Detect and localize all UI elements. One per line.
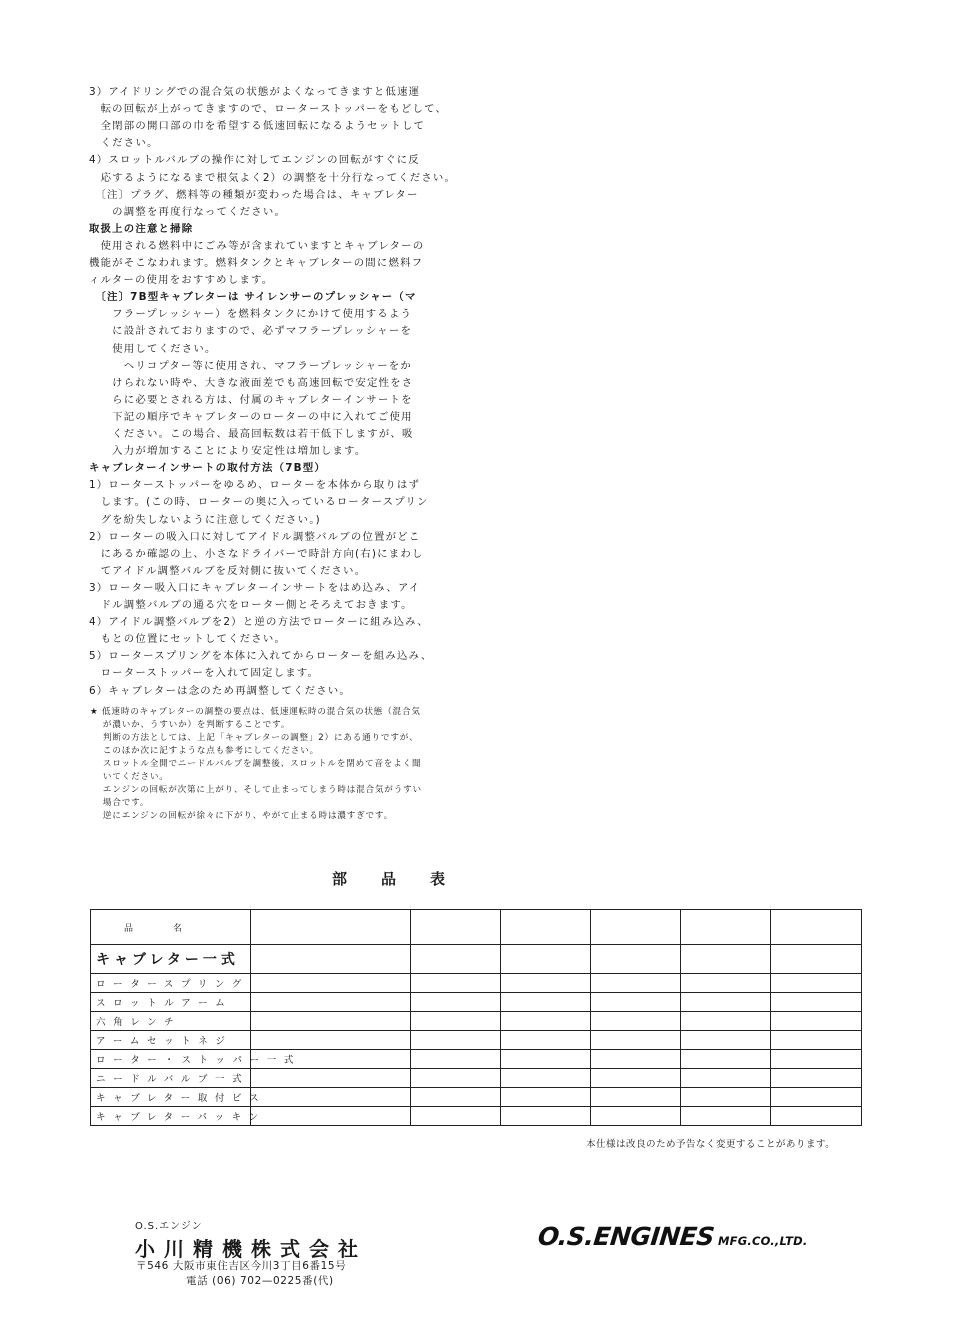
spec-change-note: 本仕様は改良のため予告なく変更することがあります。 [586, 1139, 836, 1150]
empty-cell [501, 945, 591, 974]
instruction-line: グを紛失しないように注意してください。) [89, 513, 321, 526]
empty-cell [591, 1031, 681, 1050]
instruction-line: 4）スロットルバルブの操作に対してエンジンの回転がすぐに反 [89, 154, 420, 167]
empty-cell [591, 1107, 681, 1126]
empty-cell [411, 993, 501, 1012]
empty-cell [771, 945, 862, 974]
empty-cell [681, 1069, 771, 1088]
empty-cell [251, 1031, 411, 1050]
note-line: ★ 低速時のキャブレターの調整の要点は、低速運転時の混合気の状態（混合気 [90, 707, 421, 717]
empty-cell [681, 1107, 771, 1126]
instruction-line: ドル調整バルブの通る穴をローター側とそろえておきます。 [89, 599, 413, 611]
empty-cell [771, 1050, 862, 1069]
company-tel: 電話 (06) 702—0225番(代) [186, 1275, 334, 1287]
instruction-line: 使用してください。 [89, 342, 217, 355]
instruction-line: らに必要とされる方は、付属のキャブレターインサートを [89, 393, 413, 406]
instruction-line: 応するようになるまで根気よく2）の調整を十分行なってください。 [89, 171, 457, 184]
instruction-line: 入力が増加することにより安定性は増加します。 [89, 445, 367, 458]
table-row [91, 1012, 862, 1031]
part-name-cell: キャブレター一式 [91, 945, 251, 974]
instruction-line: 5）ロータースプリングを本体に入れてからローターを組み込み、 [89, 650, 433, 663]
company-name: 小川精機株式会社 [135, 1237, 367, 1261]
table-row [91, 974, 862, 993]
empty-cell [681, 910, 771, 945]
table-row [91, 1031, 862, 1050]
empty-cell [591, 1050, 681, 1069]
instruction-line: 〔注〕プラグ、燃料等の種類が変わった場合は、キャブレター [89, 188, 419, 201]
instruction-line: ローターストッパーを入れて固定します。 [89, 667, 320, 680]
empty-cell [411, 910, 501, 945]
instruction-line: します。(この時、ローターの奥に入っているロータースプリン [89, 496, 429, 509]
section-heading: キャブレターインサートの取付方法（7B型） [89, 462, 326, 475]
note-line: 逆にエンジンの回転が徐々に下がり、やがて止まる時は濃すぎです。 [90, 811, 394, 821]
parts-table [90, 909, 862, 1126]
note-line: エンジンの回転が次第に上がり、そして止まってしまう時は混合気がうすい [90, 785, 422, 795]
empty-cell [681, 974, 771, 993]
part-name-cell: ローター・ストッパー一式 [91, 1050, 251, 1069]
instruction-line: にあるか確認の上、小さなドライバーで時計方向(右)にまわし [89, 547, 424, 560]
part-name-cell: ニードルバルブ一式 [91, 1069, 251, 1088]
empty-cell [681, 1088, 771, 1107]
section-heading: 〔注〕7B型キャブレターは サイレンサーのプレッシャー（マ [89, 291, 417, 304]
part-name-cell: 六角レンチ [91, 1012, 251, 1031]
instruction-line: 1）ローターストッパーをゆるめ、ローターを本体から取りはず [89, 479, 421, 492]
empty-cell [501, 1031, 591, 1050]
empty-cell [591, 993, 681, 1012]
empty-cell [681, 945, 771, 974]
empty-cell [411, 974, 501, 993]
part-name-cell: キャブレターパッキン [91, 1107, 251, 1126]
parts-table-title: 部品表 [332, 870, 480, 888]
empty-cell [771, 1107, 862, 1126]
empty-cell [411, 1031, 501, 1050]
empty-cell [501, 993, 591, 1012]
instruction-line: の調整を再度行なってください。 [89, 205, 287, 218]
empty-cell [251, 974, 411, 993]
empty-cell [771, 1031, 862, 1050]
empty-cell [501, 910, 591, 945]
empty-cell [251, 910, 411, 945]
os-engines-logo [538, 1222, 807, 1251]
empty-cell [251, 1012, 411, 1031]
empty-cell [771, 974, 862, 993]
instruction-line: 4）アイドル調整バルブを2）と逆の方法でローターに組み込み、 [89, 616, 429, 629]
empty-cell [501, 1088, 591, 1107]
empty-cell [771, 1069, 862, 1088]
empty-cell [501, 1107, 591, 1126]
empty-cell [681, 1031, 771, 1050]
empty-cell [591, 910, 681, 945]
instruction-line: 転の回転が上がってきますので、ローターストッパーをもどして、 [89, 103, 448, 116]
empty-cell [501, 974, 591, 993]
table-row [91, 1050, 862, 1069]
instruction-line: に設計されておりますので、必ずマフラープレッシャーを [89, 325, 413, 338]
instruction-line: 3）アイドリングでの混合気の状態がよくなってきますと低速運 [89, 86, 421, 98]
note-line: 場合です。 [90, 798, 150, 808]
table-row [91, 1069, 862, 1088]
table-row [91, 945, 862, 974]
part-name-cell: 品名 [91, 910, 251, 945]
empty-cell [251, 993, 411, 1012]
instruction-line: ください。この場合、最高回転数は若干低下しますが、吸 [89, 428, 414, 440]
instruction-line: けられない時や、大きな液面差でも高速回転で安定性をさ [89, 376, 414, 389]
empty-cell [411, 945, 501, 974]
empty-cell [411, 1088, 501, 1107]
instruction-line: 3）ローター吸入口にキャブレターインサートをはめ込み、アイ [89, 581, 421, 594]
instruction-line: もとの位置にセットしてください。 [89, 633, 287, 646]
part-name-cell: アームセットネジ [91, 1031, 251, 1050]
company-name-small: O.S.エンジン [135, 1221, 203, 1232]
instruction-line: てアイドル調整バルブを反対側に抜いてください。 [89, 564, 367, 577]
table-row [91, 1088, 862, 1107]
empty-cell [251, 1088, 411, 1107]
note-line: 判断の方法としては、上記「キャブレターの調整」2）にある通りですが、 [90, 733, 419, 743]
empty-cell [771, 993, 862, 1012]
part-name-cell: ロータースプリング [91, 974, 251, 993]
empty-cell [771, 1012, 862, 1031]
note-line: が濃いか、うすいか）を判断することです。 [90, 720, 291, 730]
instruction-line: ください。 [89, 137, 159, 150]
empty-cell [771, 1088, 862, 1107]
instruction-line: ヘリコプター等に使用され、マフラープレッシャーをか [89, 359, 412, 372]
instruction-line: 下記の順序でキャブレターのローターの中に入れてご使用 [89, 410, 413, 423]
note-line: このほか次に記すような点も参考にしてください。 [90, 746, 319, 756]
empty-cell [411, 1050, 501, 1069]
empty-cell [251, 1069, 411, 1088]
empty-cell [501, 1012, 591, 1031]
empty-cell [591, 1069, 681, 1088]
table-row [91, 993, 862, 1012]
table-header-row [91, 910, 862, 945]
logo-sub-text: MFG.CO.,LTD. [718, 1234, 808, 1248]
empty-cell [251, 945, 411, 974]
table-row [91, 1107, 862, 1126]
part-name-cell: スロットルアーム [91, 993, 251, 1012]
instruction-line: フラープレッシャー）を燃料タンクにかけて使用するよう [89, 308, 413, 321]
empty-cell [411, 1012, 501, 1031]
instruction-line: 6）キャブレターは念のため再調整してください。 [89, 684, 351, 697]
empty-cell [501, 1069, 591, 1088]
company-address: 〒546 大阪市東住吉区今川3丁目6番15号 [136, 1260, 347, 1272]
empty-cell [591, 974, 681, 993]
empty-cell [411, 1107, 501, 1126]
empty-cell [591, 1012, 681, 1031]
note-line: いてください。 [90, 772, 169, 782]
note-line: スロットル全開でニードルバルブを調整後、スロットルを閉めて音をよく聞 [90, 759, 422, 769]
instruction-line: ィルターの使用をおすすめします。 [89, 274, 274, 287]
instruction-line: 2）ローターの吸入口に対してアイドル調整バルブの位置がどこ [89, 530, 421, 543]
empty-cell [251, 1107, 411, 1126]
part-name-cell: キャブレター取付ビス [91, 1088, 251, 1107]
empty-cell [681, 1012, 771, 1031]
section-heading: 取扱上の注意と掃除 [89, 222, 194, 235]
empty-cell [591, 945, 681, 974]
empty-cell [591, 1088, 681, 1107]
instruction-line: 全閉部の開口部の巾を希望する低速回転になるようセットして [89, 120, 426, 133]
empty-cell [411, 1069, 501, 1088]
empty-cell [771, 910, 862, 945]
logo-main-text: O.S.ENGINES [536, 1222, 716, 1251]
instruction-line: 機能がそこなわれます。燃料タンクとキャブレターの間に燃料フ [89, 257, 424, 269]
empty-cell [681, 1050, 771, 1069]
empty-cell [681, 993, 771, 1012]
instruction-line: 使用される燃料中にごみ等が含まれていますとキャブレターの [89, 239, 425, 252]
empty-cell [501, 1050, 591, 1069]
